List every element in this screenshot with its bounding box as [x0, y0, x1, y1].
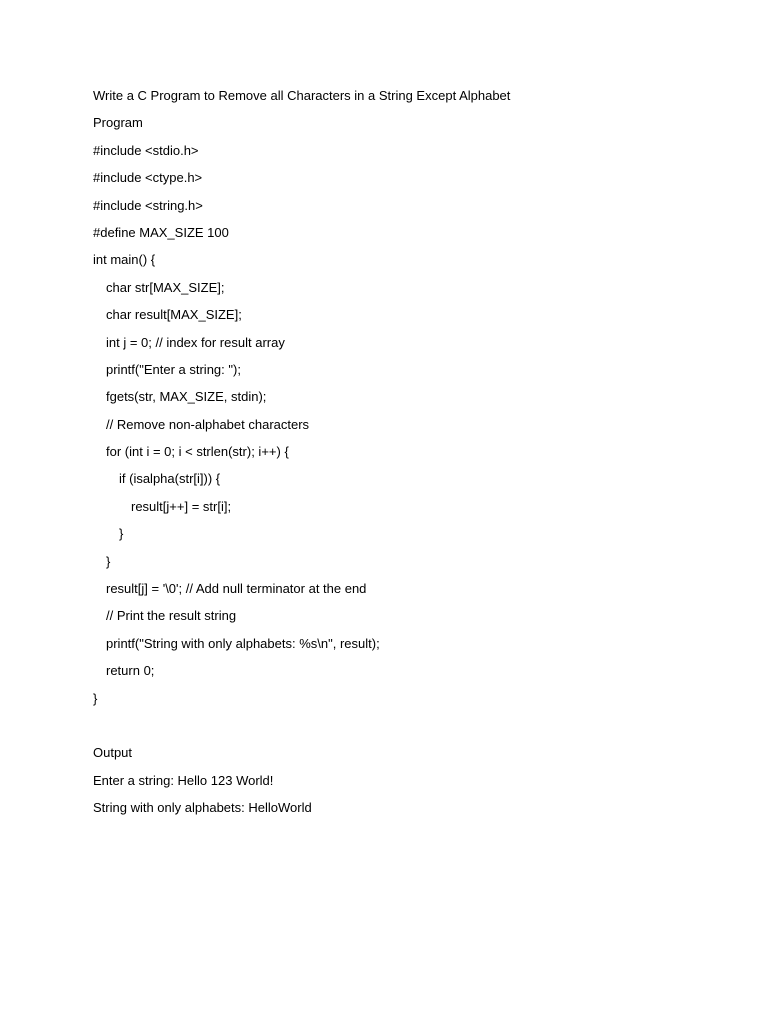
code-line: fgets(str, MAX_SIZE, stdin); — [106, 389, 267, 405]
code-line: for (int i = 0; i < strlen(str); i++) { — [106, 444, 289, 460]
code-line: char str[MAX_SIZE]; — [106, 279, 225, 295]
output-line: Enter a string: Hello 123 World! — [93, 772, 274, 788]
code-line: int j = 0; // index for result array — [106, 334, 285, 350]
code-line: result[j] = '\0'; // Add null terminator at the end — [106, 581, 367, 597]
output-heading: Output — [93, 745, 133, 761]
code-block — [93, 141, 713, 716]
document-title: Write a C Program to Remove all Characters in a String Except Alphabet — [93, 88, 511, 103]
program-heading: Program — [93, 115, 143, 131]
document-page — [93, 86, 713, 826]
code-line: } — [119, 526, 124, 542]
code-line: printf("String with only alphabets: %s\n", result); — [106, 635, 380, 651]
code-line: } — [106, 553, 111, 569]
code-line: // Print the result string — [106, 608, 237, 624]
output-block — [93, 771, 713, 826]
output-line: String with only alphabets: HelloWorld — [93, 800, 312, 816]
code-line: if (isalpha(str[i])) { — [119, 471, 221, 487]
code-line: return 0; — [106, 663, 155, 679]
code-line: #include <stdio.h> — [93, 142, 199, 158]
code-line: result[j++] = str[i]; — [131, 498, 232, 514]
blank-line — [93, 716, 713, 743]
code-line: } — [93, 690, 98, 706]
code-line: int main() { — [93, 252, 156, 268]
code-line: #include <string.h> — [93, 197, 203, 213]
code-line: #define MAX_SIZE 100 — [93, 224, 229, 240]
code-line: char result[MAX_SIZE]; — [106, 307, 242, 323]
code-line: // Remove non-alphabet characters — [106, 416, 310, 432]
code-line: printf("Enter a string: "); — [106, 361, 241, 377]
code-line: #include <ctype.h> — [93, 170, 203, 186]
